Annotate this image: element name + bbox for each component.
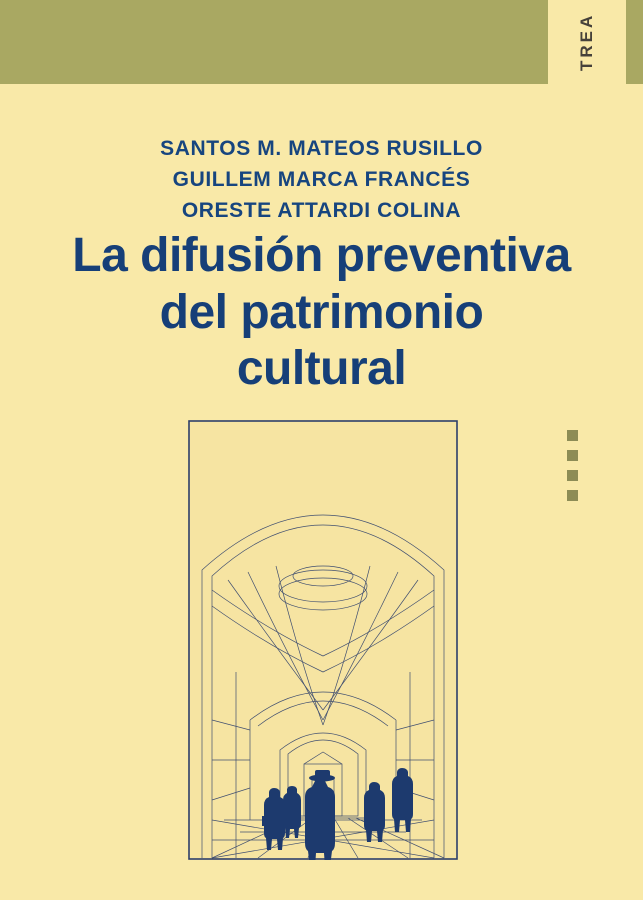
- decor-square: [567, 430, 578, 441]
- publisher-block: [548, 0, 626, 84]
- book-title: [40, 228, 603, 398]
- author-name: SANTOS M. MATEOS RUSILLO: [160, 137, 483, 160]
- title-line: cultural: [236, 342, 407, 396]
- author-name: GUILLEM MARCA FRANCÉS: [172, 168, 471, 192]
- cover-illustration: [188, 420, 458, 860]
- title-line: del patrimonio: [159, 285, 484, 339]
- publisher-name: TREA: [577, 12, 596, 72]
- decor-square: [567, 470, 578, 481]
- decorative-squares: [567, 430, 581, 501]
- decor-square: [567, 490, 578, 501]
- title-line: La difusión preventiva: [72, 229, 571, 282]
- top-color-band: [0, 0, 643, 84]
- decor-square: [567, 450, 578, 461]
- author-name: ORESTE ATTARDI COLINA: [181, 199, 462, 223]
- author-list: [0, 133, 643, 226]
